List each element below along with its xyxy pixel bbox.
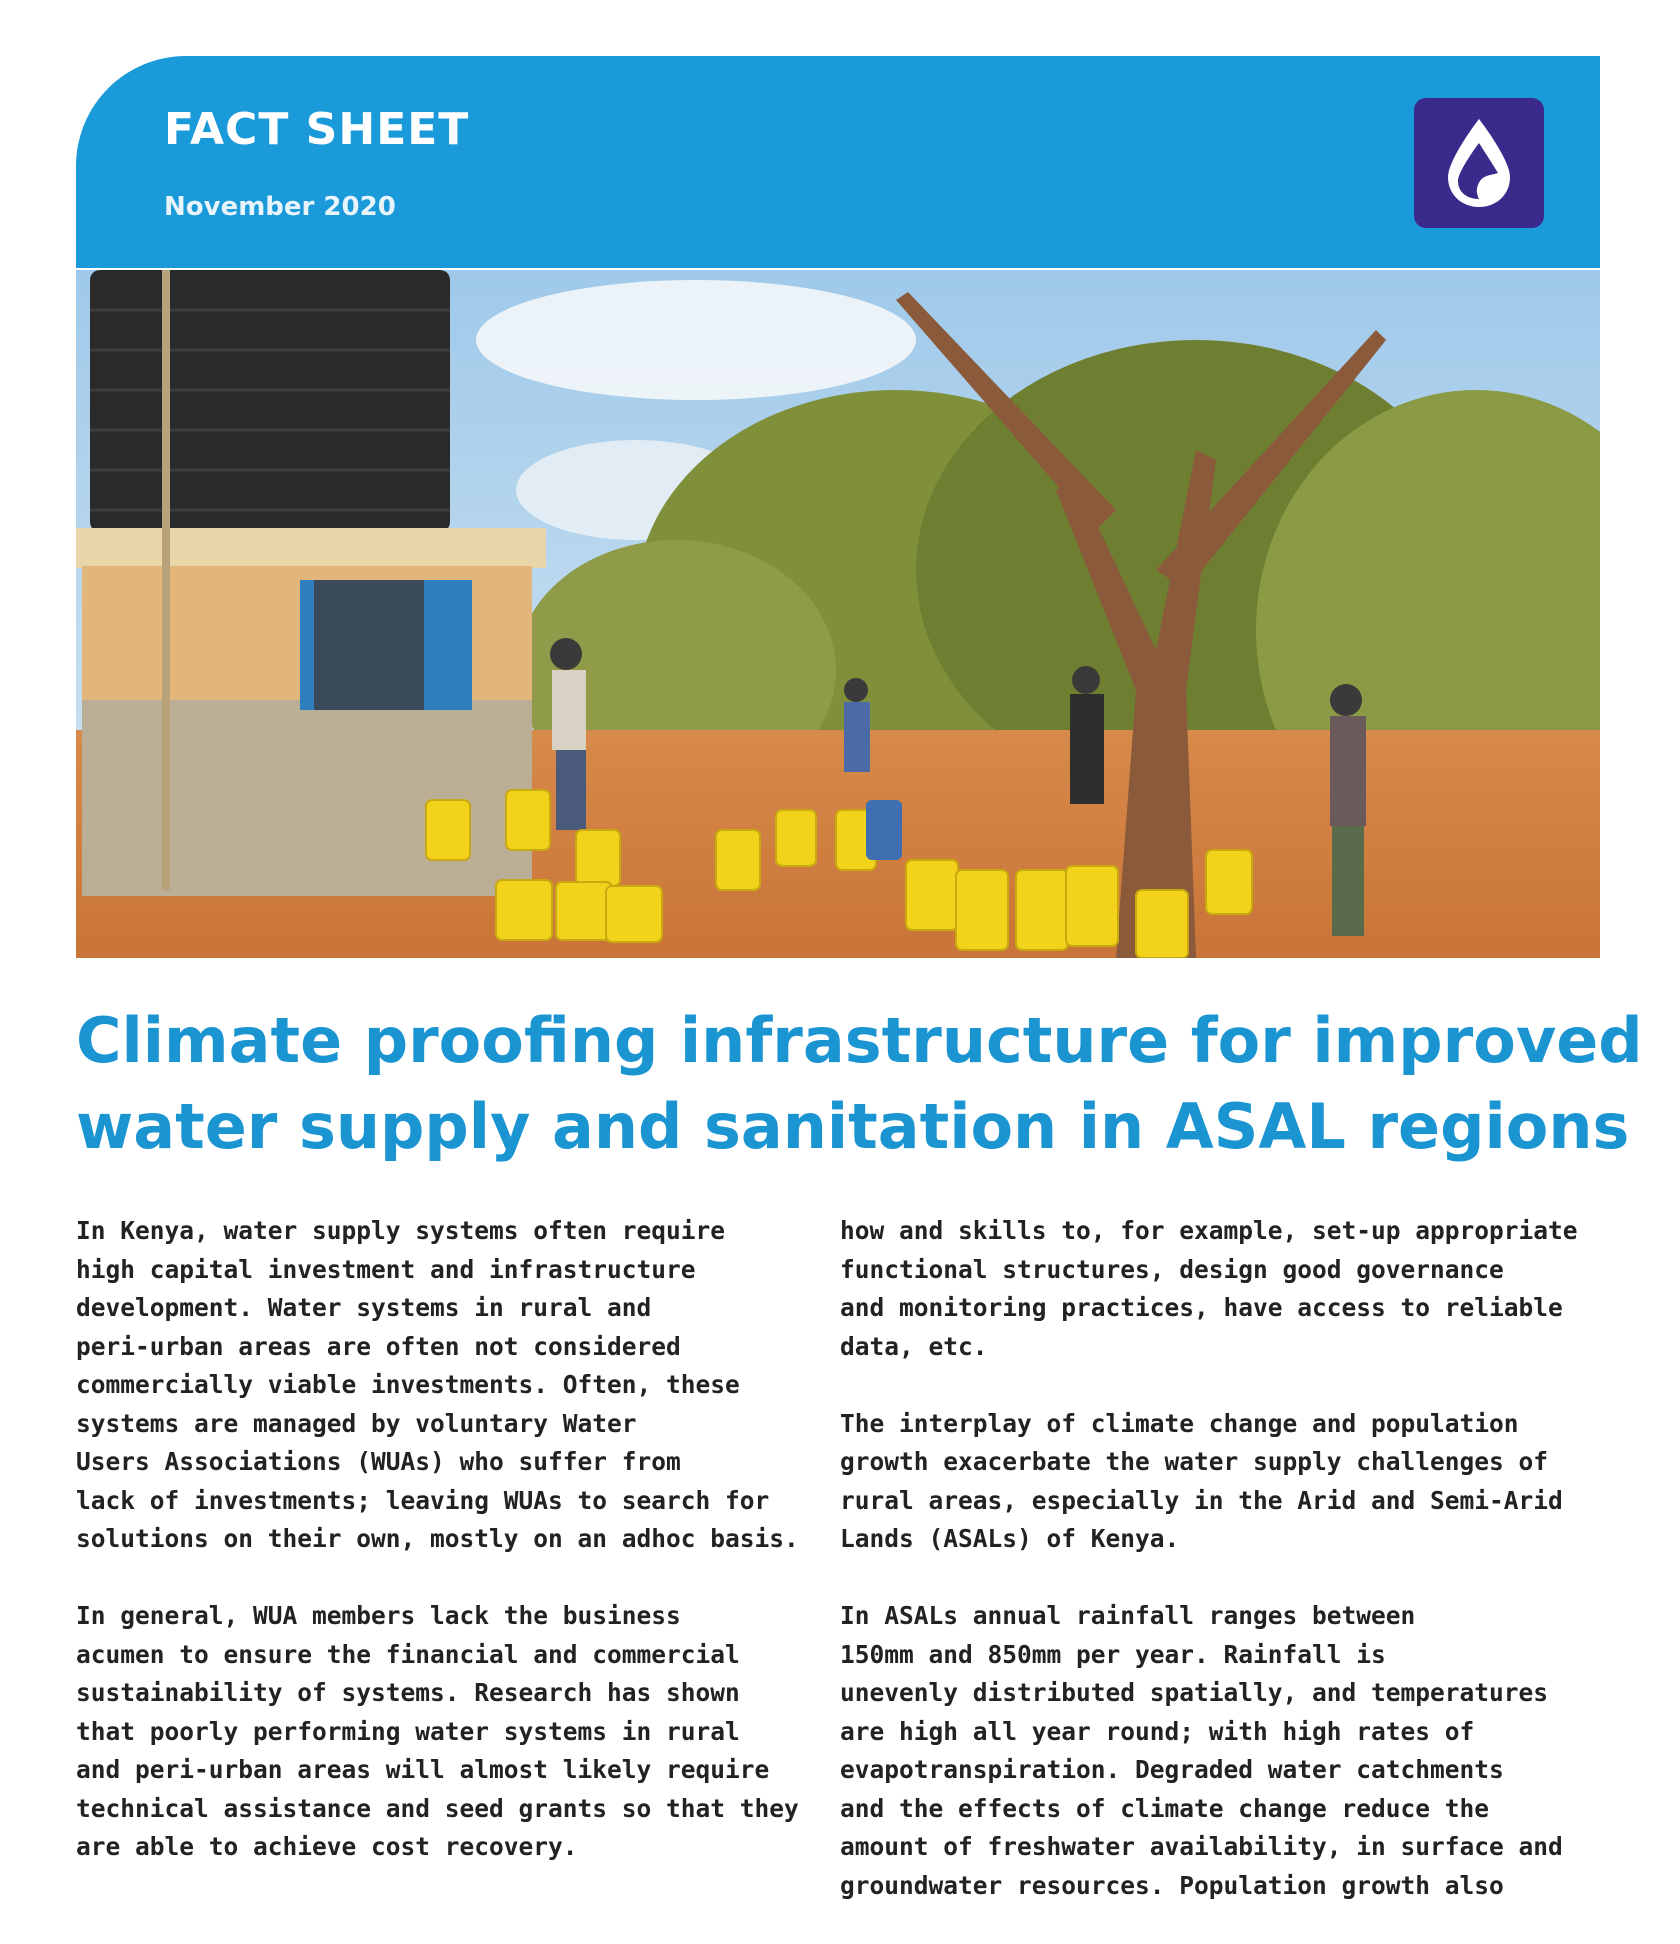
text-line: development. Water systems in rural and: [76, 1293, 652, 1322]
paragraph: [840, 1597, 1640, 1905]
water-drop-icon: [1414, 98, 1544, 228]
text-line: acumen to ensure the financial and commercial: [76, 1639, 740, 1669]
text-line: groundwater resources. Population growth also: [840, 1870, 1504, 1900]
text-line: unevenly distributed spatially, and temperatures: [840, 1678, 1549, 1707]
right-text-column: [840, 1212, 1640, 1944]
text-line: commercially viable investments. Often, these: [76, 1370, 740, 1399]
text-line: lack of investments; leaving WUAs to search for: [76, 1485, 770, 1515]
text-line: are high all year round; with high rates of: [840, 1716, 1475, 1746]
title-line-2: water supply and sanitation in ASAL regions: [76, 1090, 1630, 1163]
text-line: systems are managed by voluntary Water: [76, 1408, 637, 1438]
text-line: how and skills to, for example, set-up appropriate: [840, 1216, 1578, 1245]
text-line: Lands (ASALs) of Kenya.: [840, 1524, 1180, 1553]
text-line: In general, WUA members lack the business: [76, 1601, 681, 1630]
text-line: amount of freshwater availability, in surface and: [840, 1832, 1563, 1861]
text-line: and the effects of climate change reduce the: [840, 1793, 1490, 1823]
document-date: November 2020: [164, 192, 396, 222]
document-type: FACT SHEET: [164, 104, 470, 155]
text-line: Users Associations (WUAs) who suffer from: [76, 1447, 681, 1476]
left-text-column: [76, 1212, 816, 1905]
text-line: are able to achieve cost recovery.: [76, 1832, 578, 1861]
page-title: [76, 998, 1643, 1170]
text-line: The interplay of climate change and population: [840, 1408, 1519, 1438]
text-line: solutions on their own, mostly on an adhoc basis.: [76, 1524, 799, 1553]
text-line: evapotranspiration. Degraded water catchments: [840, 1755, 1504, 1784]
text-line: high capital investment and infrastructure: [76, 1254, 696, 1284]
text-line: In ASALs annual rainfall ranges between: [840, 1601, 1416, 1630]
text-line: and monitoring practices, have access to reliable: [840, 1293, 1563, 1322]
title-line-1: Climate proofing infrastructure for improved: [76, 1004, 1643, 1077]
header-banner: [76, 56, 1600, 268]
text-line: that poorly performing water systems in rural: [76, 1716, 740, 1746]
text-line: peri-urban areas are often not considered: [76, 1331, 681, 1361]
text-line: functional structures, design good governance: [840, 1254, 1504, 1284]
paragraph: [76, 1597, 816, 1867]
text-line: data, etc.: [840, 1331, 988, 1361]
paragraph: [840, 1212, 1640, 1366]
text-line: technical assistance and seed grants so that they: [76, 1793, 799, 1823]
text-line: and peri-urban areas will almost likely require: [76, 1755, 770, 1784]
cover-photo-water-point: [76, 270, 1600, 958]
text-line: rural areas, especially in the Arid and Semi-Arid: [840, 1485, 1563, 1515]
text-line: In Kenya, water supply systems often require: [76, 1216, 726, 1245]
text-line: 150mm and 850mm per year. Rainfall is: [840, 1639, 1386, 1669]
text-line: sustainability of systems. Research has shown: [76, 1678, 740, 1707]
paragraph: [840, 1405, 1640, 1559]
paragraph: [76, 1212, 816, 1559]
text-line: growth exacerbate the water supply challenges of: [840, 1447, 1549, 1476]
